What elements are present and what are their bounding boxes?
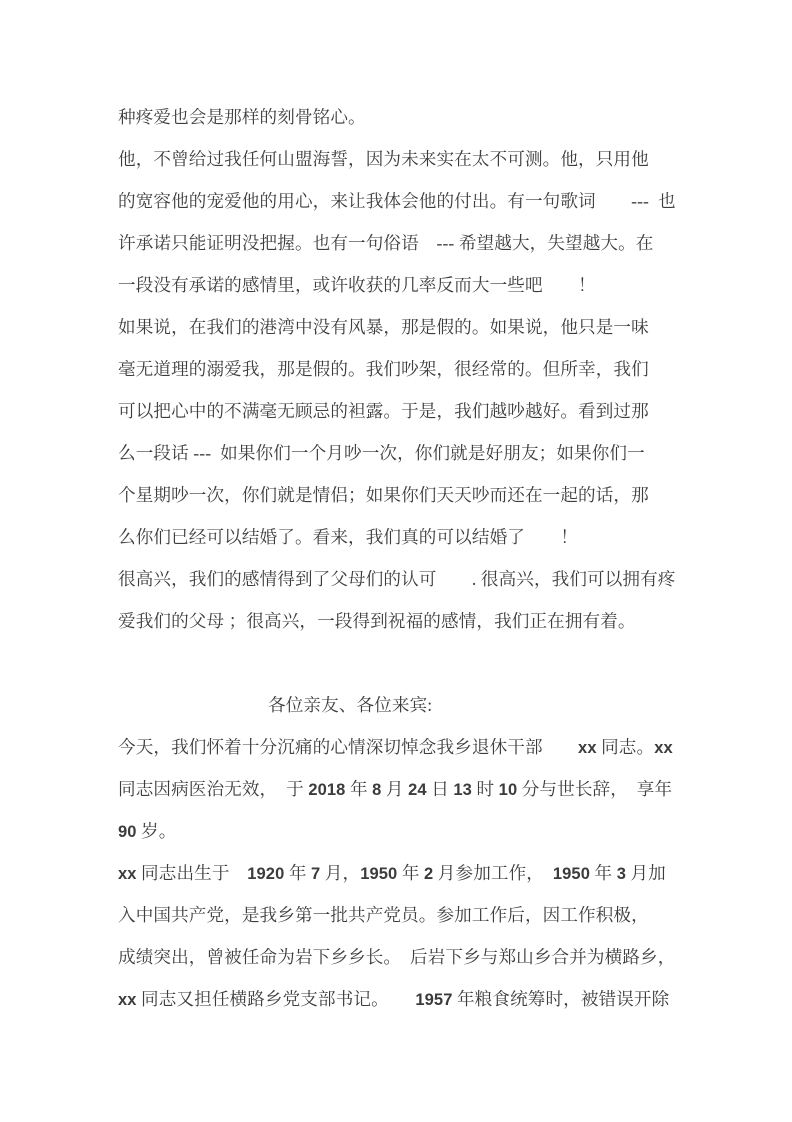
- text-line: [118, 978, 682, 1020]
- latin-bold-run: xx: [654, 739, 673, 757]
- text-run: 同志因病医治无效， 于: [118, 779, 309, 799]
- text-line: [118, 516, 682, 558]
- text-line: [118, 138, 682, 180]
- text-line: [118, 474, 682, 516]
- text-run: 毫无道理的溺爱我，那是假的。我们吵架，很经常的。但所幸，我们: [118, 359, 649, 379]
- latin-bold-run: 2: [424, 865, 434, 883]
- text-line: [118, 768, 682, 810]
- text-run: 岁。: [136, 821, 177, 841]
- text-run: 么你们已经可以结婚了。看来，我们真的可以结婚了 ！: [118, 527, 579, 547]
- text-run: 年: [284, 863, 312, 883]
- latin-bold-run: 24: [408, 781, 427, 799]
- text-line: [118, 894, 682, 936]
- text-line: [118, 96, 682, 138]
- text-line: [118, 810, 682, 852]
- text-line: [118, 726, 682, 768]
- text-run: 同志。: [596, 737, 655, 757]
- text-line: [118, 306, 682, 348]
- text-run: 成绩突出，曾被任命为岩下乡乡长。 后岩下乡与郑山乡合并为横路乡，: [118, 947, 676, 967]
- latin-bold-run: xx: [118, 991, 137, 1009]
- latin-bold-run: xx: [578, 739, 597, 757]
- latin-bold-run: 1950: [552, 865, 590, 883]
- latin-bold-run: 8: [372, 781, 382, 799]
- text-run: 爱我们的父母 ；很高兴，一段得到祝福的感情，我们正在拥有着。: [118, 611, 636, 631]
- latin-bold-run: 7: [311, 865, 321, 883]
- text-run: 个星期吵一次，你们就是情侣；如果你们天天吵而还在一起的话，那: [118, 485, 649, 505]
- text-run: 很高兴，我们的感情得到了父母们的认可 . 很高兴，我们可以拥有疼: [118, 569, 676, 589]
- text-line: [118, 348, 682, 390]
- text-run: 种疼爱也会是那样的刻骨铭心。: [118, 107, 366, 127]
- text-run: 么一段话 --- 如果你们一个月吵一次，你们就是好朋友；如果你们一: [118, 443, 645, 463]
- salutation-line: [118, 684, 682, 726]
- document-body: [118, 96, 682, 1020]
- text-run: 同志又担任横路乡党支部书记。: [136, 989, 416, 1009]
- text-line: [118, 222, 682, 264]
- latin-bold-run: 1920: [247, 865, 285, 883]
- text-run: 许承诺只能证明没把握。也有一句俗语 --- 希望越大，失望越大。在: [118, 233, 654, 253]
- text-run: 的宽容他的宠爱他的用心，来让我体会他的付出。有一句歌词 --- 也: [118, 191, 676, 211]
- latin-bold-run: 1957: [415, 991, 453, 1009]
- text-run: 分与世长辞， 享年: [517, 779, 673, 799]
- text-line: [118, 852, 682, 894]
- text-run: 年: [345, 779, 373, 799]
- text-run: 时: [471, 779, 499, 799]
- latin-bold-run: 2018: [308, 781, 346, 799]
- text-run: 入中国共产党，是我乡第一批共产党员。参加工作后，因工作积极，: [118, 905, 649, 925]
- text-line: [118, 390, 682, 432]
- latin-bold-run: 1950: [360, 865, 398, 883]
- text-run: 年: [397, 863, 425, 883]
- latin-bold-run: 13: [453, 781, 472, 799]
- text-run: 月加: [625, 863, 666, 883]
- text-run: 年粮食统筹时，被错误开除: [452, 989, 670, 1009]
- blank-line: [118, 642, 682, 684]
- text-line: [118, 936, 682, 978]
- text-run: 月: [381, 779, 409, 799]
- text-run: 同志出生于: [136, 863, 248, 883]
- text-run: 如果说，在我们的港湾中没有风暴，那是假的。如果说，他只是一味: [118, 317, 649, 337]
- text-line: [118, 600, 682, 642]
- text-run: 日: [426, 779, 454, 799]
- text-line: [118, 180, 682, 222]
- text-line: [118, 558, 682, 600]
- text-run: 年: [589, 863, 617, 883]
- latin-bold-run: 3: [616, 865, 626, 883]
- text-run: 月，: [320, 863, 361, 883]
- latin-bold-run: 90: [118, 823, 137, 841]
- text-run: 可以把心中的不满毫无顾忌的袒露。于是，我们越吵越好。看到过那: [118, 401, 649, 421]
- text-line: [118, 432, 682, 474]
- text-run: 一段没有承诺的感情里，或许收获的几率反而大一些吧 ！: [118, 275, 596, 295]
- text-run: 他，不曾给过我任何山盟海誓，因为未来实在太不可测。他，只用他: [118, 149, 649, 169]
- latin-bold-run: xx: [118, 865, 137, 883]
- text-run: 今天，我们怀着十分沉痛的心情深切悼念我乡退休干部: [118, 737, 579, 757]
- text-run: 月参加工作，: [433, 863, 553, 883]
- text-run: 各位亲友、各位来宾:: [268, 695, 433, 715]
- latin-bold-run: 10: [498, 781, 518, 799]
- text-line: [118, 264, 682, 306]
